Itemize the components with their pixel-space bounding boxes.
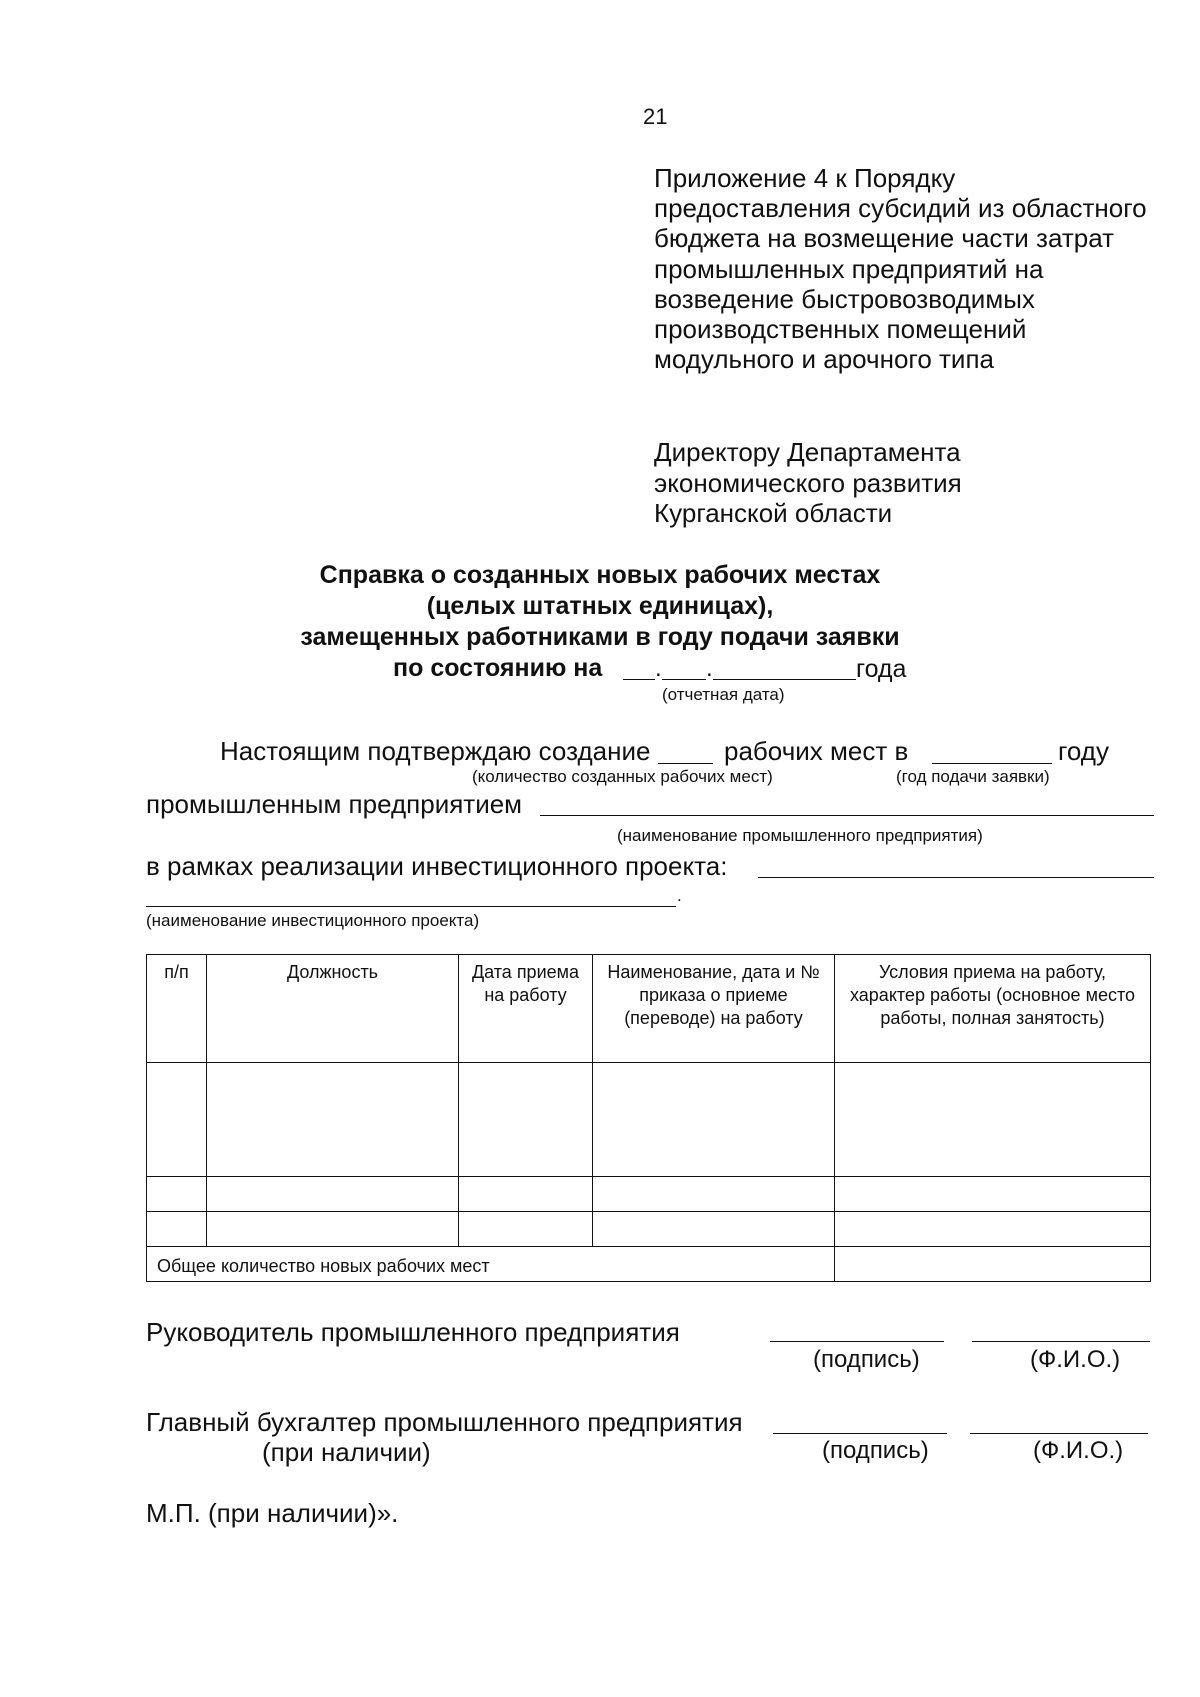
date-separator: .: [655, 655, 662, 682]
table-cell[interactable]: [835, 1177, 1151, 1212]
header-cell-number: п/п: [147, 955, 207, 1063]
header-cell-hire-date: Дата приема на работу: [459, 955, 593, 1063]
appendix-line: промышленных предприятий на: [654, 253, 1044, 284]
enterprise-name-caption: (наименование промышленного предприятия): [617, 826, 983, 845]
page-number: 21: [643, 104, 668, 129]
head-name-caption: (Ф.И.О.): [1030, 1346, 1121, 1373]
jobs-count-caption: (количество созданных рабочих мест): [472, 767, 773, 786]
table-cell[interactable]: [593, 1177, 835, 1212]
table-cell[interactable]: [459, 1212, 593, 1247]
appendix-line: предоставления субсидий из областного: [654, 193, 1147, 224]
table-row: [147, 1177, 1151, 1212]
report-date-caption: (отчетная дата): [662, 685, 785, 704]
project-name-field[interactable]: [758, 877, 1154, 878]
table-cell[interactable]: [835, 1063, 1151, 1177]
table-cell[interactable]: [207, 1177, 459, 1212]
report-month-field[interactable]: [662, 679, 706, 680]
enterprise-name-field[interactable]: [540, 815, 1154, 816]
appendix-reference: [654, 163, 1174, 374]
date-separator: .: [706, 655, 713, 682]
header-cell-order: Наименование, дата и № приказа о приеме (переводе) на работу: [593, 955, 835, 1063]
table-total-row: [147, 1247, 1151, 1282]
table-cell[interactable]: [147, 1177, 207, 1212]
appendix-line: Приложение 4 к Порядку: [654, 163, 956, 193]
table-cell[interactable]: [835, 1212, 1151, 1247]
table-cell[interactable]: [207, 1063, 459, 1177]
accountant-note: (при наличии): [262, 1437, 431, 1467]
stamp-note: М.П. (при наличии)».: [146, 1498, 399, 1528]
appendix-line: производственных помещений: [654, 314, 1027, 345]
addressee-line: экономического развития: [654, 467, 962, 498]
new-jobs-table: [146, 954, 1151, 1282]
accountant-label: Главный бухгалтер промышленного предприятия: [146, 1407, 743, 1437]
document-title-line-1: Справка о созданных новых рабочих местах: [319, 561, 881, 589]
table-cell[interactable]: [593, 1063, 835, 1177]
report-date-prefix: по состоянию на: [393, 654, 603, 682]
addressee-line: Курганской области: [654, 498, 893, 528]
enterprise-label: промышленным предприятием: [146, 789, 523, 819]
table-cell[interactable]: [459, 1177, 593, 1212]
application-year-field[interactable]: [932, 763, 1052, 764]
project-name-field-continued[interactable]: [146, 906, 676, 907]
total-value-cell[interactable]: [835, 1247, 1151, 1282]
document-title-line-3: замещенных работниками в году подачи заявки: [300, 623, 900, 651]
document-title-line-2: (целых штатных единицах),: [426, 592, 774, 620]
header-cell-position: Должность: [207, 955, 459, 1063]
addressee-block: [654, 437, 1074, 529]
table-cell[interactable]: [593, 1212, 835, 1247]
total-label-cell: Общее количество новых рабочих мест: [147, 1247, 835, 1282]
jobs-count-field[interactable]: [658, 763, 713, 764]
head-name-field[interactable]: [972, 1341, 1150, 1342]
confirm-prefix: Настоящим подтверждаю создание: [220, 736, 651, 766]
table-cell[interactable]: [147, 1063, 207, 1177]
accountant-name-field[interactable]: [970, 1433, 1148, 1434]
head-signature-field[interactable]: [770, 1341, 944, 1342]
table-row: [147, 1212, 1151, 1247]
confirm-suffix: году: [1058, 736, 1109, 766]
table-cell[interactable]: [147, 1212, 207, 1247]
report-day-field[interactable]: [623, 679, 655, 680]
accountant-signature-caption: (подпись): [822, 1437, 929, 1464]
table-cell[interactable]: [459, 1063, 593, 1177]
table-row: [147, 1063, 1151, 1177]
table-header-row: [147, 955, 1151, 1063]
table-cell[interactable]: [207, 1212, 459, 1247]
appendix-line: возведение быстровозводимых: [654, 283, 1035, 314]
project-end-dot: .: [677, 886, 682, 905]
addressee-line: Директору Департамента: [654, 437, 961, 467]
header-cell-conditions: Условия приема на работу, характер работы (основное место работы, полная занятость): [835, 955, 1151, 1063]
report-year-field[interactable]: [713, 679, 856, 680]
report-date-line: [0, 653, 1200, 685]
head-label: Руководитель промышленного предприятия: [146, 1317, 680, 1347]
head-signature-caption: (подпись): [813, 1346, 920, 1373]
appendix-line: бюджета на возмещение части затрат: [654, 223, 1115, 254]
application-year-caption: (год подачи заявки): [896, 767, 1050, 786]
confirm-middle: рабочих мест в: [724, 736, 909, 766]
appendix-line: модульного и арочного типа: [654, 344, 994, 375]
accountant-signature-field[interactable]: [773, 1433, 947, 1434]
project-label: в рамках реализации инвестиционного проекта:: [146, 851, 728, 881]
project-name-caption: (наименование инвестиционного проекта): [146, 911, 480, 930]
report-date-suffix: года: [856, 655, 907, 683]
accountant-name-caption: (Ф.И.О.): [1033, 1437, 1124, 1464]
